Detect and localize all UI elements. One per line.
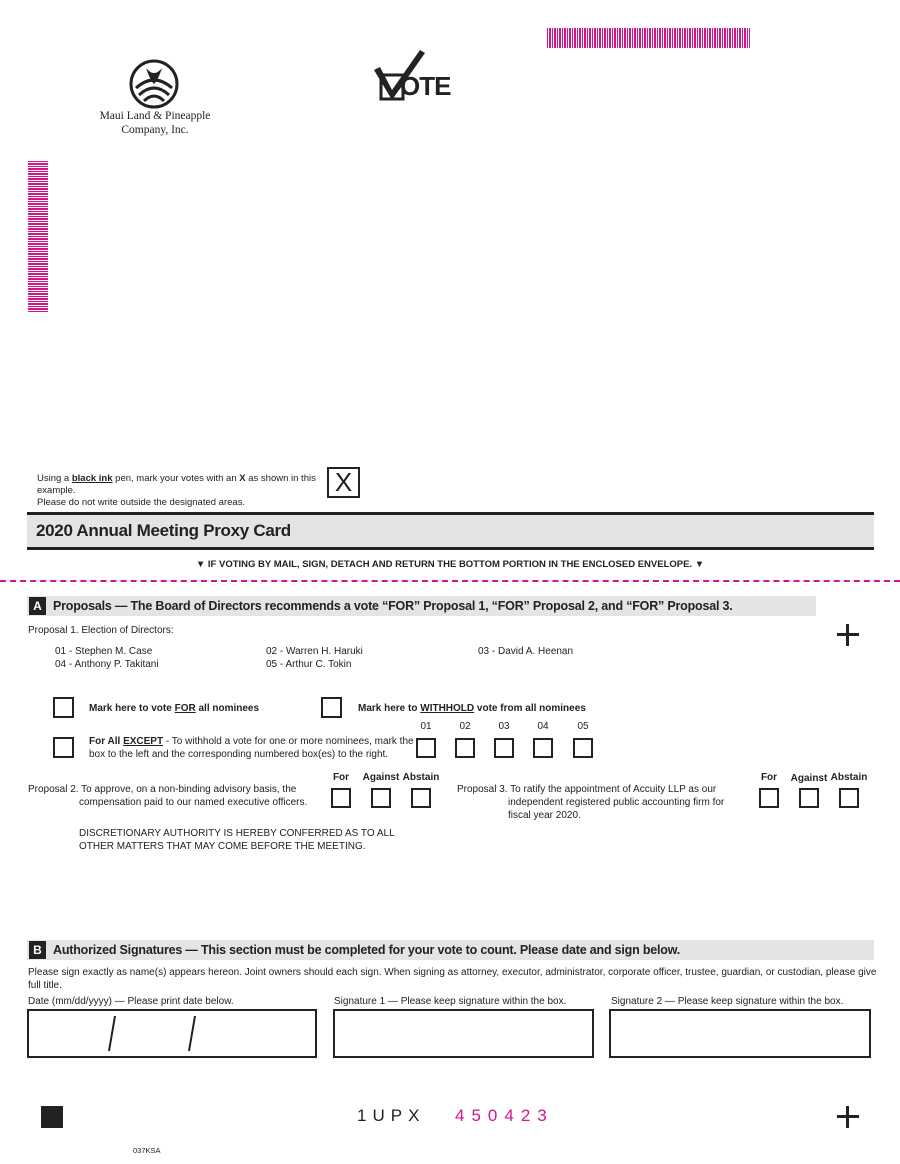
- except-text-line2: box to the left and the corresponding numbered box(es) to the right.: [89, 749, 389, 760]
- registration-mark-bottom: [837, 1106, 859, 1128]
- signature1-label: Signature 1 — Please keep signature within the box.: [334, 996, 567, 1007]
- proposal3-line3: fiscal year 2020.: [508, 810, 581, 821]
- for-all-checkbox[interactable]: [53, 697, 74, 718]
- except-emphasis: EXCEPT: [123, 736, 164, 747]
- form-id: 037KSA: [133, 1146, 161, 1155]
- nominee-number-02: 02: [459, 721, 471, 732]
- nominee-number-01: 01: [420, 721, 432, 732]
- card-title-rule-bottom: [27, 547, 874, 550]
- date-label: Date (mm/dd/yyyy) — Please print date below.: [28, 996, 234, 1007]
- proposal2-line1: Proposal 2. To approve, on a non-binding advisory basis, the: [28, 784, 297, 795]
- proposal1-label: Proposal 1. Election of Directors:: [28, 625, 174, 636]
- p3-abstain-header: Abstain: [830, 772, 868, 783]
- registration-mark-top: [837, 624, 859, 646]
- section-b-title: Authorized Signatures — This section must be completed for your vote to count. Please date and sign below.: [53, 943, 681, 957]
- nominee-checkbox-03[interactable]: [494, 738, 514, 758]
- p2-for-checkbox[interactable]: [331, 788, 351, 808]
- p2-against-header: Against: [362, 772, 400, 783]
- p3-against-checkbox[interactable]: [799, 788, 819, 808]
- example-x-mark: X: [334, 467, 353, 497]
- p2-abstain-header: Abstain: [402, 772, 440, 783]
- marking-instructions: [37, 473, 337, 509]
- detach-notice: ▼ IF VOTING BY MAIL, SIGN, DETACH AND RETURN THE BOTTOM PORTION IN THE ENCLOSED ENVELOPE. ▼: [195, 559, 705, 570]
- vote-logo-text: OTE: [400, 71, 451, 101]
- withhold-all-checkbox[interactable]: [321, 697, 342, 718]
- p2-for-header: For: [332, 772, 350, 783]
- for-all-except-checkbox[interactable]: [53, 737, 74, 758]
- section-a-letter: A: [29, 597, 46, 615]
- date-slash-icon: [29, 1011, 315, 1056]
- footer-black-square: [41, 1106, 63, 1128]
- withhold-emphasis: WITHHOLD: [420, 703, 475, 714]
- company-name-line2: Company, Inc.: [121, 124, 189, 136]
- p3-abstain-checkbox[interactable]: [839, 788, 859, 808]
- section-b-bar: [27, 940, 874, 960]
- nominee-02: 02 - Warren H. Haruki: [266, 646, 363, 657]
- discretionary-line1: DISCRETIONARY AUTHORITY IS HEREBY CONFERRED AS TO ALL: [79, 828, 395, 839]
- pineapple-logo-icon: [128, 58, 180, 110]
- except-text: - To withhold a vote for one or more nominees, mark the: [163, 736, 414, 747]
- footer-code-right: 450423: [455, 1106, 554, 1125]
- withhold-text: vote from all nominees: [474, 703, 586, 714]
- instructions-text: Using a: [37, 473, 72, 484]
- nominee-checkbox-05[interactable]: [573, 738, 593, 758]
- date-field[interactable]: [27, 1009, 317, 1058]
- company-logo: [128, 58, 180, 110]
- nominee-number-04: 04: [537, 721, 549, 732]
- withhold-all-label: [358, 702, 586, 715]
- section-a-title: Proposals — The Board of Directors recommends a vote “FOR” Proposal 1, “FOR” Proposal 2, and “FOR” Proposal 3.: [53, 599, 733, 613]
- section-a-bar: [27, 596, 816, 616]
- nominee-checkbox-01[interactable]: [416, 738, 436, 758]
- signature1-field[interactable]: [333, 1009, 594, 1058]
- instructions-text: pen, mark your votes with an: [112, 473, 240, 484]
- except-text: For All: [89, 736, 124, 747]
- barcode-top: [547, 28, 750, 48]
- proposal3-line2: independent registered public accounting firm for: [508, 797, 725, 808]
- for-all-text: Mark here to vote: [89, 703, 175, 714]
- company-name-line1: Maui Land & Pineapple: [99, 110, 211, 122]
- proposal3-text: [457, 783, 757, 822]
- nominee-01: 01 - Stephen M. Case: [55, 646, 153, 657]
- card-title: 2020 Annual Meeting Proxy Card: [36, 521, 291, 540]
- nominee-number-03: 03: [498, 721, 510, 732]
- signature-instructions-line1: Please sign exactly as name(s) appears hereon. Joint owners should each sign. When signing as attorney, executor, administrator, corporate officer, trustee, guardian, or custodian, please give: [28, 967, 877, 978]
- for-all-except-label: [89, 735, 414, 761]
- nominee-checkbox-02[interactable]: [455, 738, 475, 758]
- example-mark-box: [327, 467, 360, 498]
- nominee-03: 03 - David A. Heenan: [478, 646, 574, 657]
- p2-against-checkbox[interactable]: [371, 788, 391, 808]
- discretionary-line2: OTHER MATTERS THAT MAY COME BEFORE THE MEETING.: [79, 841, 366, 852]
- nominee-checkbox-04[interactable]: [533, 738, 553, 758]
- vote-logo: [372, 48, 462, 104]
- perforation-line: [0, 580, 900, 582]
- nominee-number-05: 05: [577, 721, 589, 732]
- withhold-text: Mark here to: [358, 703, 421, 714]
- company-name: [75, 109, 235, 137]
- footer-code-left: 1UPX: [357, 1106, 426, 1125]
- barcode-left: [28, 160, 48, 312]
- signature2-field[interactable]: [609, 1009, 871, 1058]
- signature-instructions-line2: full title.: [28, 980, 62, 991]
- signature2-label: Signature 2 — Please keep signature within the box.: [611, 996, 844, 1007]
- proposal2-line2: compensation paid to our named executive officers.: [79, 797, 308, 808]
- proposal2-text: [28, 783, 328, 809]
- black-ink-emphasis: black ink: [71, 473, 113, 484]
- instructions-text: as shown in this example.: [37, 473, 316, 496]
- p3-for-checkbox[interactable]: [759, 788, 779, 808]
- proposal3-line1: Proposal 3. To ratify the appointment of Accuity LLP as our: [457, 784, 717, 795]
- for-all-label: [89, 702, 259, 715]
- p2-abstain-checkbox[interactable]: [411, 788, 431, 808]
- p3-against-header: Against: [790, 773, 828, 784]
- nominee-04: 04 - Anthony P. Takitani: [55, 659, 159, 670]
- section-b-letter: B: [29, 941, 46, 959]
- p3-for-header: For: [760, 772, 778, 783]
- instructions-line1: [37, 473, 337, 497]
- signature-instructions: [28, 966, 878, 992]
- card-title-bar: [27, 515, 874, 547]
- for-all-emphasis: FOR: [174, 703, 196, 714]
- x-emphasis: X: [239, 473, 246, 484]
- nominee-05: 05 - Arthur C. Tokin: [266, 659, 352, 670]
- instructions-line2: Please do not write outside the designated areas.: [37, 497, 246, 508]
- for-all-text: all nominees: [195, 703, 260, 714]
- discretionary-authority: [79, 827, 395, 853]
